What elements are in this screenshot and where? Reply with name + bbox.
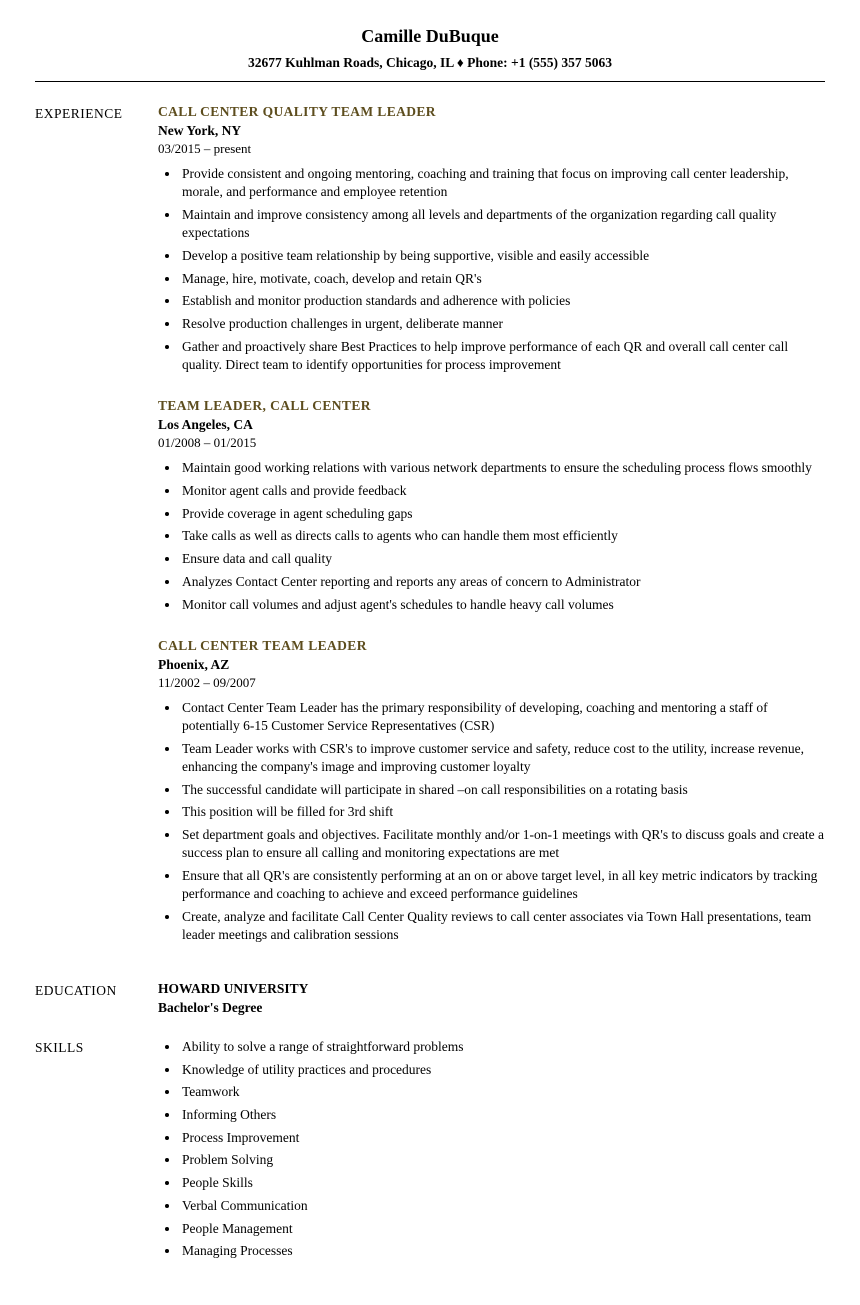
candidate-name: Camille DuBuque [361, 26, 499, 46]
job-dates: 01/2008 – 01/2015 [158, 435, 257, 451]
job-bullet-item: • Monitor agent calls and provide feedback [180, 482, 825, 500]
skills-section [35, 1038, 825, 1265]
education-degree: Bachelor's Degree [158, 999, 263, 1015]
job-entry [158, 104, 825, 374]
job-bullet-item: • Ensure that all QR's are consistently performing at an on or above target level, in all key metric indicators by tracking performance and coaching to achieve and exceed performance guidelines [180, 867, 825, 903]
skills-section-label: SKILLS [35, 1039, 84, 1055]
experience-section [35, 104, 825, 949]
job-bullet-item: • Set department goals and objectives. Facilitate monthly and/or 1-on-1 meetings with QR's to discuss goals and create a success plan to ensure all calling and monitoring expectations are met [180, 826, 825, 862]
skills-list [158, 1038, 825, 1261]
job-dates: 03/2015 – present [158, 141, 252, 156]
job-entry [158, 398, 825, 614]
resume-header [35, 26, 825, 82]
job-location: Phoenix, AZ [158, 656, 230, 672]
job-bullet-item: • Manage, hire, motivate, coach, develop and retain QR's [180, 270, 825, 288]
education-section-label: EDUCATION [35, 982, 117, 998]
job-title: CALL CENTER QUALITY TEAM LEADER [158, 104, 436, 119]
skill-item: • Ability to solve a range of straightforward problems [180, 1038, 825, 1056]
education-content [158, 981, 825, 1016]
job-bullet-item: • Develop a positive team relationship by being supportive, visible and easily accessible [180, 247, 825, 265]
skill-item: • Process Improvement [180, 1129, 825, 1147]
job-bullet-item: • Create, analyze and facilitate Call Center Quality reviews to call center associates via Town Hall presentations, team leader meetings and calibration sessions [180, 908, 825, 944]
job-bullet-item: • Resolve production challenges in urgent, deliberate manner [180, 315, 825, 333]
job-bullet-item: • This position will be filled for 3rd shift [180, 803, 825, 821]
job-bullet-item: • Take calls as well as directs calls to agents who can handle them most efficiently [180, 527, 825, 545]
job-bullet-item: • Monitor call volumes and adjust agent's schedules to handle heavy call volumes [180, 596, 825, 614]
skill-item: • Knowledge of utility practices and procedures [180, 1061, 825, 1079]
job-bullet-list [158, 165, 825, 374]
skill-item: • Problem Solving [180, 1151, 825, 1169]
job-bullet-item: • The successful candidate will participate in shared –on call responsibilities on a rotating basis [180, 781, 825, 799]
job-dates: 11/2002 – 09/2007 [158, 674, 256, 690]
skill-item: • Informing Others [180, 1106, 825, 1124]
job-bullet-item: • Analyzes Contact Center reporting and reports any areas of concern to Administrator [180, 573, 825, 591]
job-bullet-item: • Maintain and improve consistency among all levels and departments of the organization regarding call quality expectations [180, 206, 825, 242]
job-bullet-item: • Maintain good working relations with various network departments to ensure the scheduling process flows smoothly [180, 459, 825, 477]
job-bullet-item: • Ensure data and call quality [180, 550, 825, 568]
job-title: CALL CENTER TEAM LEADER [158, 637, 367, 653]
skills-content [158, 1038, 825, 1265]
job-bullet-list [158, 699, 825, 945]
education-school: HOWARD UNIVERSITY [158, 980, 309, 996]
education-section [35, 981, 825, 1016]
skill-item: • Teamwork [180, 1083, 825, 1101]
job-bullet-item: • Team Leader works with CSR's to improve customer service and safety, reduce cost to the utility, increase revenue, enhancing the company's image and improving customer loyalty [180, 740, 825, 776]
job-bullet-item: • Gather and proactively share Best Practices to help improve performance of each QR and overall call center call quality. Direct team to identify opportunities for process improvement [180, 338, 825, 374]
job-entry [158, 638, 825, 945]
job-bullet-item: • Contact Center Team Leader has the primary responsibility of developing, coaching and mentoring a staff of potentially 6-15 Customer Service Representatives (CSR) [180, 699, 825, 735]
experience-content [158, 104, 825, 949]
skill-item: • People Skills [180, 1174, 825, 1192]
skill-item: • People Management [180, 1220, 825, 1238]
job-location: Los Angeles, CA [158, 417, 253, 433]
skill-item: • Verbal Communication [180, 1197, 825, 1215]
job-title: TEAM LEADER, CALL CENTER [158, 398, 371, 414]
job-bullet-item: • Establish and monitor production standards and adherence with policies [180, 292, 825, 310]
job-location: New York, NY [158, 123, 242, 138]
experience-section-label: EXPERIENCE [35, 106, 123, 121]
job-bullet-list [158, 459, 825, 614]
job-bullet-item: • Provide consistent and ongoing mentoring, coaching and training that focus on improving call center leadership, morale, and performance and employee retention [180, 165, 825, 201]
header-divider [35, 81, 825, 82]
contact-line: 32677 Kuhlman Roads, Chicago, IL ♦ Phone: +1 (555) 357 5063 [247, 55, 613, 70]
skill-item: • Managing Processes [180, 1242, 825, 1260]
job-bullet-item: • Provide coverage in agent scheduling gaps [180, 505, 825, 523]
